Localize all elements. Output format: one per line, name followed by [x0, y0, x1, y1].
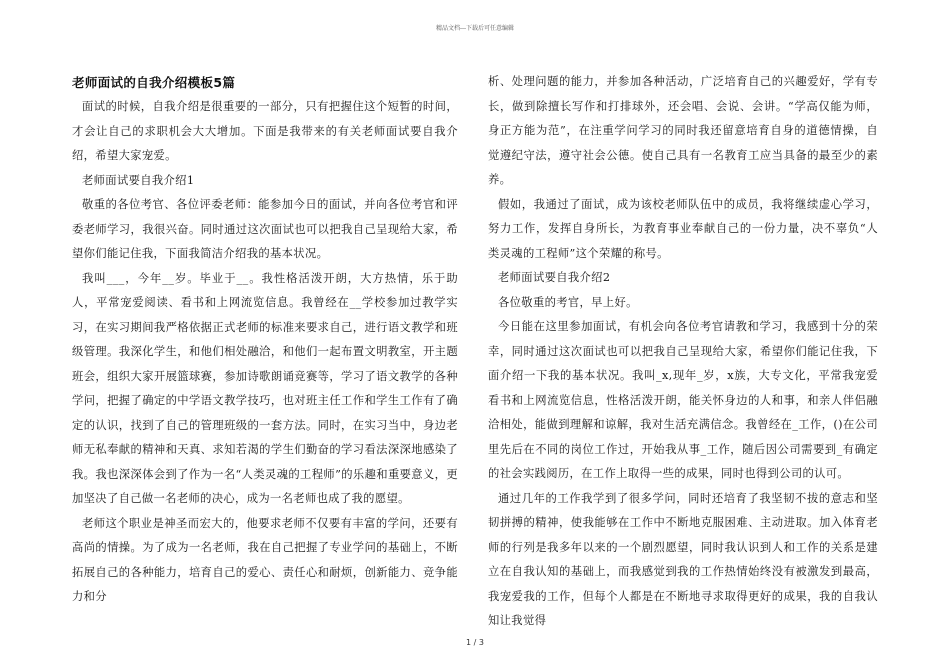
right-column — [488, 70, 878, 634]
paragraph: 假如，我通过了面试，成为该校老师队伍中的成员，我将继续虚心学习，努力工作，发挥自身所长，为教育事业奉献自己的一份力量，决不辜负“人类灵魂的工程师”这个荣耀的称号。 — [488, 197, 878, 260]
section-heading-2: 老师面试要自我介绍2 — [498, 271, 611, 284]
paragraph: 我叫___，今年__岁。毕业于__。我性格活泼开朗，大方热情，乐于助人，平常宠爱阅读、看书和上网流览信息。我曾经在__学校参加过教学实习，在实习期间我严格依据正式老师的标准来要求自己，进行语文教学和班级管理。我深化学生，和他们相处融洽，和他们一起布置文明教室，开主题班会，组织大家开展篮球赛，参加诗歌朗诵竞赛等，学习了语文教学的各种学问，把握了确定的中学语文教学技巧，也对班主任工作和学生工作有了确定的认识，找到了自己的管理班级的一套方法。同时，在实习当中，身边老师无私奉献的精神和天真、求知若渴的学生们勤奋的学习看法深深地感染了我。我也深深体会到了作为一名“人类灵魂的工程师”的乐趣和重要意义，更加坚决了自己做一名老师的决心，成为一名老师也成了我的愿望。 — [72, 271, 458, 505]
paragraph: 敬重的各位考官、各位评委老师：能参加今日的面试，并向各位考官和评委老师学习，我很兴奋。同时通过这次面试也可以把我自己呈现给大家，希望你们能记住我，下面我简洁介绍我的基本状况。 — [72, 198, 458, 260]
paragraph-intro: 面试的时候，自我介绍是很重要的一部分，只有把握住这个短暂的时间，才会让自己的求职机会大大增加。下面是我带来的有关老师面试要自我介绍，希望大家宠爱。 — [72, 100, 458, 162]
paragraph-continued: 析、处理问题的能力，并参加各种活动，广泛培育自己的兴趣爱好，学有专长，做到除擅长写作和打排球外，还会唱、会说、会讲。“学高仅能为师，身正方能为范”，在注重学问学习的同时我还留意培育自身的道德情操，自觉遵纪守法，遵守社会公德。使自己具有一名教育工应当具备的最至少的素养。 — [488, 75, 878, 186]
greeting: 各位敬重的考官，早上好。 — [498, 295, 638, 309]
left-column — [72, 71, 458, 610]
header-note: 精品文档---下载后可任意编辑 — [435, 25, 515, 32]
section-heading-1: 老师面试要自我介绍1 — [82, 173, 195, 187]
paragraph: 老师这个职业是神圣而宏大的，他要求老师不仅要有丰富的学问，还要有高尚的情操。为了成为一名老师，我在自己把握了专业学问的基础上，不断拓展自己的各种能力，培育自己的爱心、责任心和耐烦，创新能力、竞争能力和分 — [72, 516, 458, 603]
paragraph: 今日能在这里参加面试，有机会向各位考官请教和学习，我感到十分的荣幸，同时通过这次面试也可以把我自己呈现给大家，希望你们能记住我，下面介绍一下我的基本状况。我叫_x,现年_岁，x族，大专文化，平常我宠爱看书和上网流览信息，性格活泼开朗，能关怀身边的人和事，和亲人伴侣融洽相处，能做到理解和谅解，我对生活充满信念。我曾经在_工作，()在公司里先后在不同的岗位工作过，开始我从事_工作，随后因公司需要到_有确定的社会实践阅历，在工作上取得一些的成果，同时也得到公司的认可。 — [488, 320, 878, 480]
document-title: 老师面试的自我介绍模板5篇 — [72, 75, 236, 90]
paragraph: 通过几年的工作我学到了很多学问，同时还培育了我坚韧不拔的意志和坚韧拼搏的精神，使我能够在工作中不断地克服困难、主动进取。加入体育老师的行列是我多年以来的一个剧烈愿望，同时我认识到人和工作的关系是建立在自我认知的基础上，而我感觉到我的工作热情始终没有被激发到最高，我宠爱我的工作，但每个人都是在不断地寻求取得更好的成果，我的自我认知让我觉得 — [488, 491, 878, 627]
page-number: 1 / 3 — [466, 638, 484, 647]
